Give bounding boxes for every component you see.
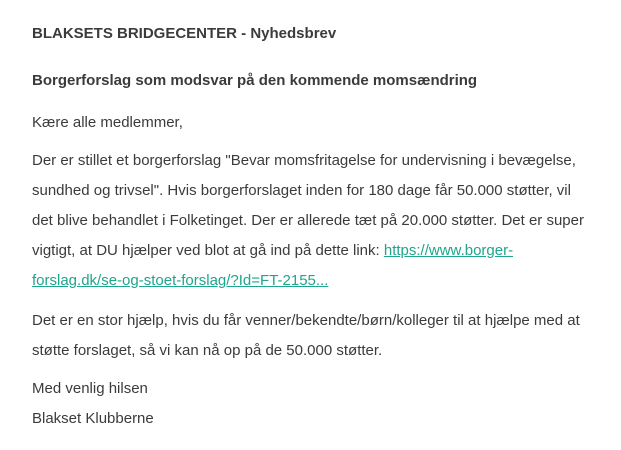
paragraph-help: Det er en stor hjælp, hvis du får venner/bekendte/børn/kolleger til at hjælpe med at støtte forslaget, så vi kan nå op på de 50.000 støtter. — [32, 312, 580, 359]
newsletter-subject: Borgerforslag som modsvar på den kommende momsændring — [32, 72, 478, 89]
signoff: Med venlig hilsen — [32, 380, 148, 397]
paragraph-petition-text: Der er stillet et borgerforslag "Bevar momsfritagelse for undervisning i bevægelse, sundhed og trivsel". Hvis borgerforslaget inden for 180 dage får 50.000 støtter, vil det blive behandlet i Folketinget. Der er allerede tæt på 20.000 støtter. Det er super vigtigt, at DU hjælper ved blot at gå ind på dette link: — [32, 152, 584, 259]
newsletter-header: BLAKSETS BRIDGECENTER - Nyhedsbrev — [32, 25, 337, 42]
paragraph-petition — [32, 146, 587, 296]
signature: Blakset Klubberne — [32, 410, 154, 427]
greeting: Kære alle medlemmer, — [32, 114, 183, 131]
petition-link[interactable]: https://www.borger-forslag.dk/se-og-stoet-forslag/?Id=FT-2155... — [32, 242, 514, 289]
